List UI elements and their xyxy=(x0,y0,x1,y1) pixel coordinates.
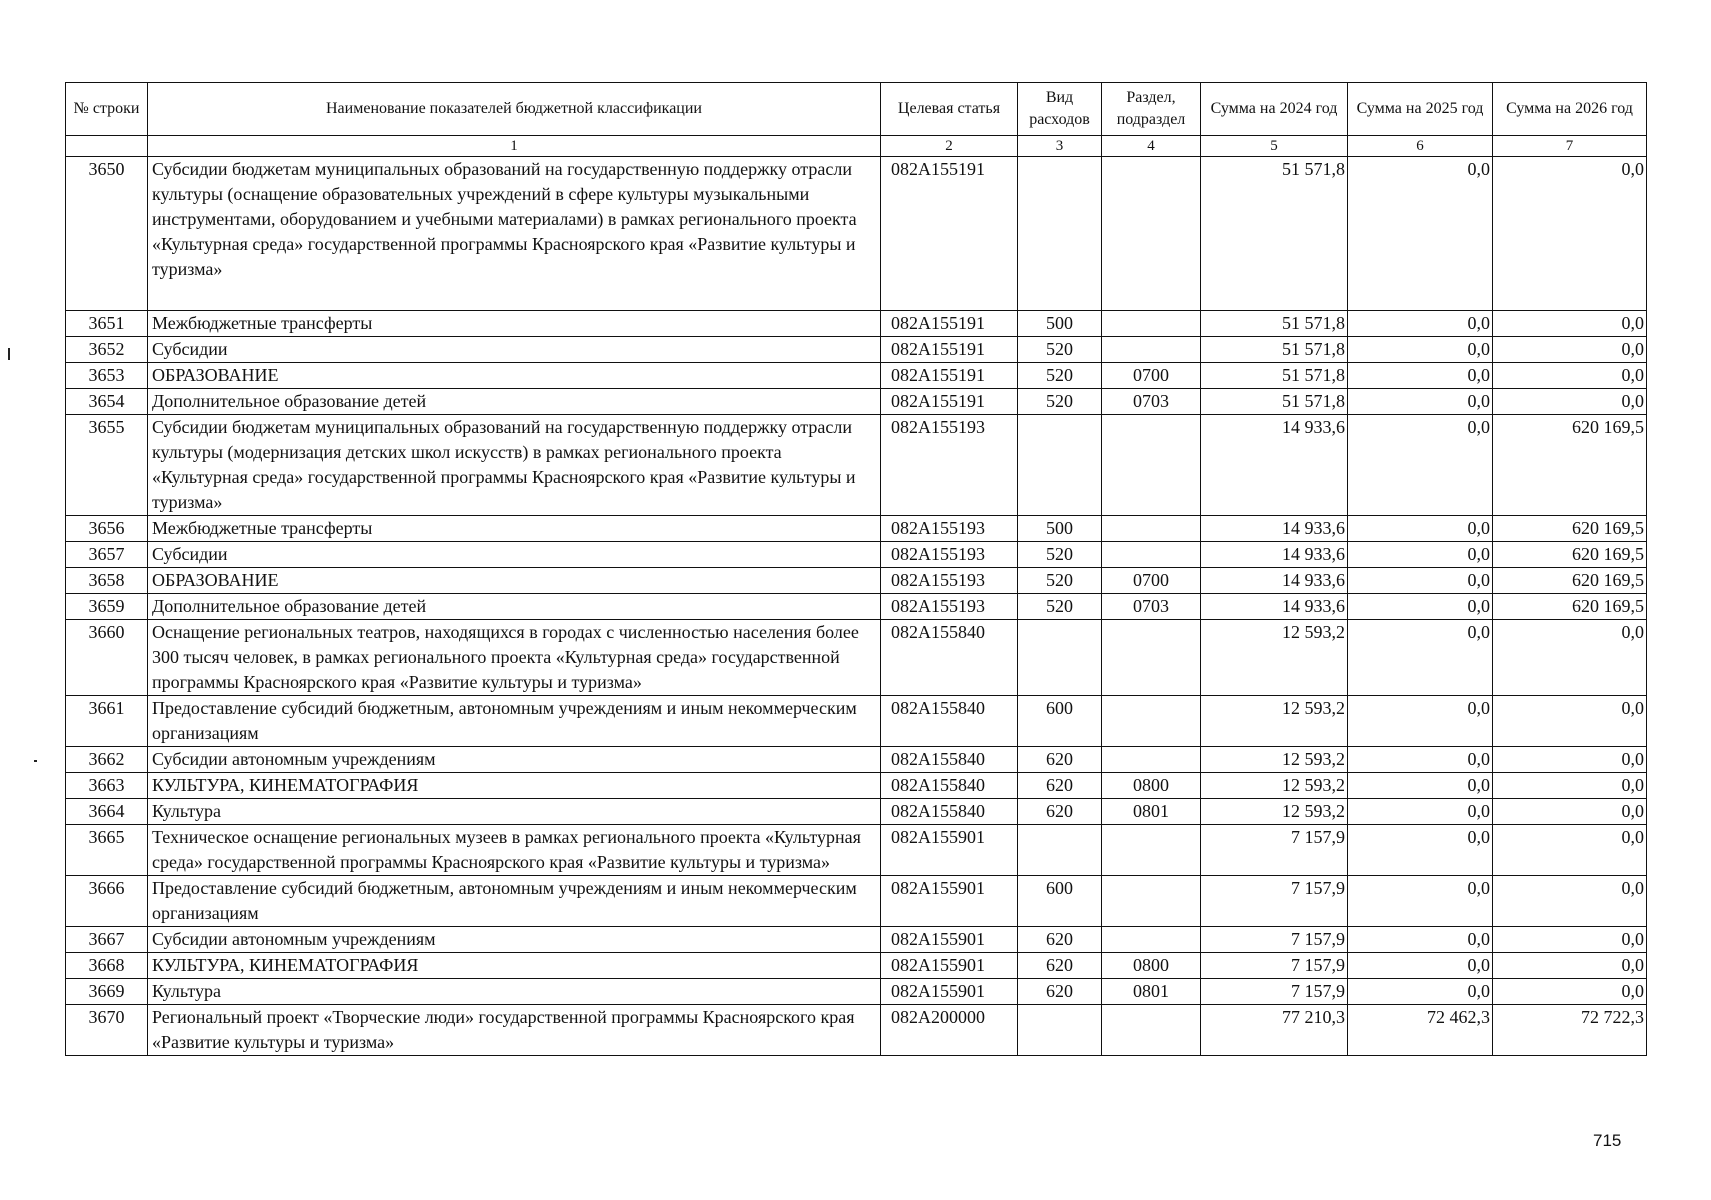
sum-2026: 0,0 xyxy=(1493,696,1647,747)
section-code xyxy=(1102,542,1201,568)
table-header xyxy=(66,83,1647,157)
sum-2024: 51 571,8 xyxy=(1201,311,1348,337)
sum-2026: 620 169,5 xyxy=(1493,594,1647,620)
target-article: 082A155193 xyxy=(881,542,1018,568)
table-row xyxy=(66,799,1647,825)
table-row xyxy=(66,773,1647,799)
expense-type: 520 xyxy=(1018,337,1102,363)
budget-table xyxy=(65,82,1647,1056)
table-row xyxy=(66,516,1647,542)
section-code: 0700 xyxy=(1102,363,1201,389)
indicator-name: Дополнительное образование детей xyxy=(148,389,881,415)
section-code xyxy=(1102,747,1201,773)
expense-type: 620 xyxy=(1018,747,1102,773)
row-number: 3658 xyxy=(66,568,148,594)
target-article: 082A155901 xyxy=(881,953,1018,979)
sum-2024: 14 933,6 xyxy=(1201,594,1348,620)
target-article: 082A200000 xyxy=(881,1005,1018,1056)
expense-type: 520 xyxy=(1018,389,1102,415)
sum-2025: 0,0 xyxy=(1348,773,1493,799)
budget-table-sheet xyxy=(65,82,1646,1056)
row-number: 3651 xyxy=(66,311,148,337)
expense-type xyxy=(1018,1005,1102,1056)
indicator-name: Субсидии автономным учреждениям xyxy=(148,747,881,773)
table-row xyxy=(66,389,1647,415)
section-code: 0700 xyxy=(1102,568,1201,594)
header-colnum: 5 xyxy=(1201,136,1348,157)
table-row xyxy=(66,415,1647,516)
indicator-name: Оснащение региональных театров, находящихся в городах с численностью населения более 300 тысяч человек, в рамках регионального проекта «Культурная среда» государственной программы Красноярского края «Развитие культуры и туризма» xyxy=(148,620,881,696)
section-code xyxy=(1102,825,1201,876)
target-article: 082A155193 xyxy=(881,516,1018,542)
target-article: 082A155191 xyxy=(881,337,1018,363)
sum-2026: 0,0 xyxy=(1493,825,1647,876)
table-row xyxy=(66,825,1647,876)
sum-2025: 0,0 xyxy=(1348,620,1493,696)
header-expense-type: Вид расходов xyxy=(1018,83,1102,136)
sum-2024: 51 571,8 xyxy=(1201,337,1348,363)
expense-type: 520 xyxy=(1018,594,1102,620)
row-number: 3656 xyxy=(66,516,148,542)
sum-2026: 0,0 xyxy=(1493,876,1647,927)
sum-2024: 12 593,2 xyxy=(1201,696,1348,747)
target-article: 082A155191 xyxy=(881,157,1018,311)
sum-2026: 0,0 xyxy=(1493,747,1647,773)
table-row xyxy=(66,979,1647,1005)
target-article: 082A155901 xyxy=(881,979,1018,1005)
row-number: 3664 xyxy=(66,799,148,825)
expense-type: 620 xyxy=(1018,927,1102,953)
target-article: 082A155191 xyxy=(881,389,1018,415)
sum-2026: 0,0 xyxy=(1493,389,1647,415)
sum-2024: 7 157,9 xyxy=(1201,927,1348,953)
page-number: 715 xyxy=(1593,1131,1622,1150)
section-code: 0703 xyxy=(1102,389,1201,415)
sum-2024: 7 157,9 xyxy=(1201,953,1348,979)
table-row xyxy=(66,696,1647,747)
table-row xyxy=(66,953,1647,979)
sum-2025: 0,0 xyxy=(1348,311,1493,337)
sum-2024: 7 157,9 xyxy=(1201,979,1348,1005)
header-sum-2026: Сумма на 2026 год xyxy=(1493,83,1647,136)
expense-type xyxy=(1018,620,1102,696)
target-article: 082A155840 xyxy=(881,799,1018,825)
target-article: 082A155840 xyxy=(881,747,1018,773)
target-article: 082A155840 xyxy=(881,620,1018,696)
sum-2024: 51 571,8 xyxy=(1201,389,1348,415)
section-code xyxy=(1102,1005,1201,1056)
header-sum-2024: Сумма на 2024 год xyxy=(1201,83,1348,136)
sum-2026: 620 169,5 xyxy=(1493,415,1647,516)
sum-2026: 0,0 xyxy=(1493,773,1647,799)
table-row xyxy=(66,311,1647,337)
header-colnum xyxy=(66,136,148,157)
row-number: 3653 xyxy=(66,363,148,389)
target-article: 082A155191 xyxy=(881,363,1018,389)
table-row xyxy=(66,157,1647,311)
indicator-name: Предоставление субсидий бюджетным, автономным учреждениям и иным некоммерческим организациям xyxy=(148,696,881,747)
sum-2025: 0,0 xyxy=(1348,979,1493,1005)
sum-2026: 620 169,5 xyxy=(1493,568,1647,594)
indicator-name: Предоставление субсидий бюджетным, автономным учреждениям и иным некоммерческим организациям xyxy=(148,876,881,927)
sum-2025: 0,0 xyxy=(1348,568,1493,594)
table-row xyxy=(66,337,1647,363)
sum-2026: 0,0 xyxy=(1493,311,1647,337)
sum-2026: 0,0 xyxy=(1493,157,1647,311)
sum-2024: 14 933,6 xyxy=(1201,542,1348,568)
row-number: 3652 xyxy=(66,337,148,363)
expense-type: 500 xyxy=(1018,516,1102,542)
scan-artifact xyxy=(34,760,37,762)
expense-type: 600 xyxy=(1018,876,1102,927)
header-colnum: 2 xyxy=(881,136,1018,157)
row-number: 3667 xyxy=(66,927,148,953)
target-article: 082A155901 xyxy=(881,927,1018,953)
section-code xyxy=(1102,876,1201,927)
row-number: 3655 xyxy=(66,415,148,516)
header-row-number: № строки xyxy=(66,83,148,136)
sum-2026: 72 722,3 xyxy=(1493,1005,1647,1056)
sum-2025: 0,0 xyxy=(1348,542,1493,568)
section-code xyxy=(1102,696,1201,747)
sum-2025: 0,0 xyxy=(1348,415,1493,516)
sum-2025: 0,0 xyxy=(1348,516,1493,542)
section-code xyxy=(1102,516,1201,542)
table-row xyxy=(66,927,1647,953)
indicator-name: КУЛЬТУРА, КИНЕМАТОГРАФИЯ xyxy=(148,773,881,799)
indicator-name: Субсидии автономным учреждениям xyxy=(148,927,881,953)
sum-2026: 0,0 xyxy=(1493,620,1647,696)
sum-2025: 0,0 xyxy=(1348,594,1493,620)
sum-2025: 0,0 xyxy=(1348,825,1493,876)
table-row xyxy=(66,594,1647,620)
expense-type: 620 xyxy=(1018,799,1102,825)
expense-type: 520 xyxy=(1018,568,1102,594)
sum-2024: 51 571,8 xyxy=(1201,157,1348,311)
sum-2025: 0,0 xyxy=(1348,363,1493,389)
sum-2025: 0,0 xyxy=(1348,157,1493,311)
indicator-name: Региональный проект «Творческие люди» государственной программы Красноярского края «Развитие культуры и туризма» xyxy=(148,1005,881,1056)
sum-2026: 0,0 xyxy=(1493,953,1647,979)
row-number: 3661 xyxy=(66,696,148,747)
indicator-name: Межбюджетные трансферты xyxy=(148,311,881,337)
section-code xyxy=(1102,311,1201,337)
row-number: 3654 xyxy=(66,389,148,415)
expense-type: 620 xyxy=(1018,773,1102,799)
section-code xyxy=(1102,927,1201,953)
sum-2026: 0,0 xyxy=(1493,799,1647,825)
target-article: 082A155901 xyxy=(881,876,1018,927)
table-row xyxy=(66,620,1647,696)
sum-2025: 0,0 xyxy=(1348,389,1493,415)
target-article: 082A155191 xyxy=(881,311,1018,337)
sum-2025: 72 462,3 xyxy=(1348,1005,1493,1056)
indicator-name: Субсидии бюджетам муниципальных образований на государственную поддержку отрасли культуры (оснащение образовательных учреждений в сфере культуры музыкальными инструментами, оборудованием и учебными материалами) в рамках регионального проекта «Культурная среда» государственной программы Красноярского края «Развитие культуры и туризма» xyxy=(148,157,881,311)
sum-2025: 0,0 xyxy=(1348,696,1493,747)
target-article: 082A155193 xyxy=(881,415,1018,516)
header-colnum: 7 xyxy=(1493,136,1647,157)
expense-type: 620 xyxy=(1018,953,1102,979)
header-indicator-name: Наименование показателей бюджетной классификации xyxy=(148,83,881,136)
section-code: 0800 xyxy=(1102,773,1201,799)
row-number: 3669 xyxy=(66,979,148,1005)
indicator-name: Субсидии бюджетам муниципальных образований на государственную поддержку отрасли культуры (модернизация детских школ искусств) в рамках регионального проекта «Культурная среда» государственной программы Красноярского края «Развитие культуры и туризма» xyxy=(148,415,881,516)
sum-2024: 14 933,6 xyxy=(1201,415,1348,516)
sum-2024: 12 593,2 xyxy=(1201,773,1348,799)
indicator-name: ОБРАЗОВАНИЕ xyxy=(148,568,881,594)
sum-2024: 12 593,2 xyxy=(1201,620,1348,696)
expense-type xyxy=(1018,415,1102,516)
target-article: 082A155193 xyxy=(881,568,1018,594)
sum-2024: 12 593,2 xyxy=(1201,799,1348,825)
sum-2025: 0,0 xyxy=(1348,927,1493,953)
row-number: 3660 xyxy=(66,620,148,696)
indicator-name: Субсидии xyxy=(148,337,881,363)
table-row xyxy=(66,363,1647,389)
row-number: 3657 xyxy=(66,542,148,568)
indicator-name: КУЛЬТУРА, КИНЕМАТОГРАФИЯ xyxy=(148,953,881,979)
row-number: 3666 xyxy=(66,876,148,927)
target-article: 082A155840 xyxy=(881,696,1018,747)
row-number: 3668 xyxy=(66,953,148,979)
table-row xyxy=(66,1005,1647,1056)
indicator-name: Субсидии xyxy=(148,542,881,568)
header-colnum: 4 xyxy=(1102,136,1201,157)
sum-2025: 0,0 xyxy=(1348,953,1493,979)
sum-2024: 12 593,2 xyxy=(1201,747,1348,773)
header-colnum: 6 xyxy=(1348,136,1493,157)
header-target-article: Целевая статья xyxy=(881,83,1018,136)
indicator-name: Техническое оснащение региональных музеев в рамках регионального проекта «Культурная среда» государственной программы Красноярского края «Развитие культуры и туризма» xyxy=(148,825,881,876)
header-colnum: 3 xyxy=(1018,136,1102,157)
row-number: 3663 xyxy=(66,773,148,799)
header-section: Раздел, подраздел xyxy=(1102,83,1201,136)
table-row xyxy=(66,568,1647,594)
scan-artifact xyxy=(8,348,10,360)
sum-2026: 0,0 xyxy=(1493,337,1647,363)
sum-2026: 0,0 xyxy=(1493,363,1647,389)
section-code xyxy=(1102,415,1201,516)
section-code xyxy=(1102,337,1201,363)
expense-type xyxy=(1018,157,1102,311)
expense-type: 520 xyxy=(1018,363,1102,389)
sum-2024: 7 157,9 xyxy=(1201,825,1348,876)
table-row xyxy=(66,876,1647,927)
sum-2024: 14 933,6 xyxy=(1201,568,1348,594)
section-code: 0800 xyxy=(1102,953,1201,979)
sum-2024: 51 571,8 xyxy=(1201,363,1348,389)
sum-2026: 0,0 xyxy=(1493,979,1647,1005)
expense-type: 500 xyxy=(1018,311,1102,337)
section-code: 0801 xyxy=(1102,979,1201,1005)
section-code: 0703 xyxy=(1102,594,1201,620)
row-number: 3659 xyxy=(66,594,148,620)
sum-2024: 77 210,3 xyxy=(1201,1005,1348,1056)
section-code: 0801 xyxy=(1102,799,1201,825)
sum-2024: 14 933,6 xyxy=(1201,516,1348,542)
expense-type: 520 xyxy=(1018,542,1102,568)
expense-type: 600 xyxy=(1018,696,1102,747)
target-article: 082A155901 xyxy=(881,825,1018,876)
indicator-name: Культура xyxy=(148,799,881,825)
sum-2025: 0,0 xyxy=(1348,876,1493,927)
sum-2025: 0,0 xyxy=(1348,799,1493,825)
row-number: 3665 xyxy=(66,825,148,876)
row-number: 3662 xyxy=(66,747,148,773)
sum-2025: 0,0 xyxy=(1348,747,1493,773)
section-code xyxy=(1102,157,1201,311)
indicator-name: Межбюджетные трансферты xyxy=(148,516,881,542)
sum-2024: 7 157,9 xyxy=(1201,876,1348,927)
indicator-name: ОБРАЗОВАНИЕ xyxy=(148,363,881,389)
sum-2026: 620 169,5 xyxy=(1493,516,1647,542)
header-sum-2025: Сумма на 2025 год xyxy=(1348,83,1493,136)
target-article: 082A155840 xyxy=(881,773,1018,799)
row-number: 3650 xyxy=(66,157,148,311)
sum-2026: 0,0 xyxy=(1493,927,1647,953)
expense-type: 620 xyxy=(1018,979,1102,1005)
table-row xyxy=(66,747,1647,773)
row-number: 3670 xyxy=(66,1005,148,1056)
expense-type xyxy=(1018,825,1102,876)
table-row xyxy=(66,542,1647,568)
sum-2026: 620 169,5 xyxy=(1493,542,1647,568)
indicator-name: Дополнительное образование детей xyxy=(148,594,881,620)
header-colnum: 1 xyxy=(148,136,881,157)
sum-2025: 0,0 xyxy=(1348,337,1493,363)
table-body xyxy=(66,157,1647,1056)
target-article: 082A155193 xyxy=(881,594,1018,620)
section-code xyxy=(1102,620,1201,696)
indicator-name: Культура xyxy=(148,979,881,1005)
